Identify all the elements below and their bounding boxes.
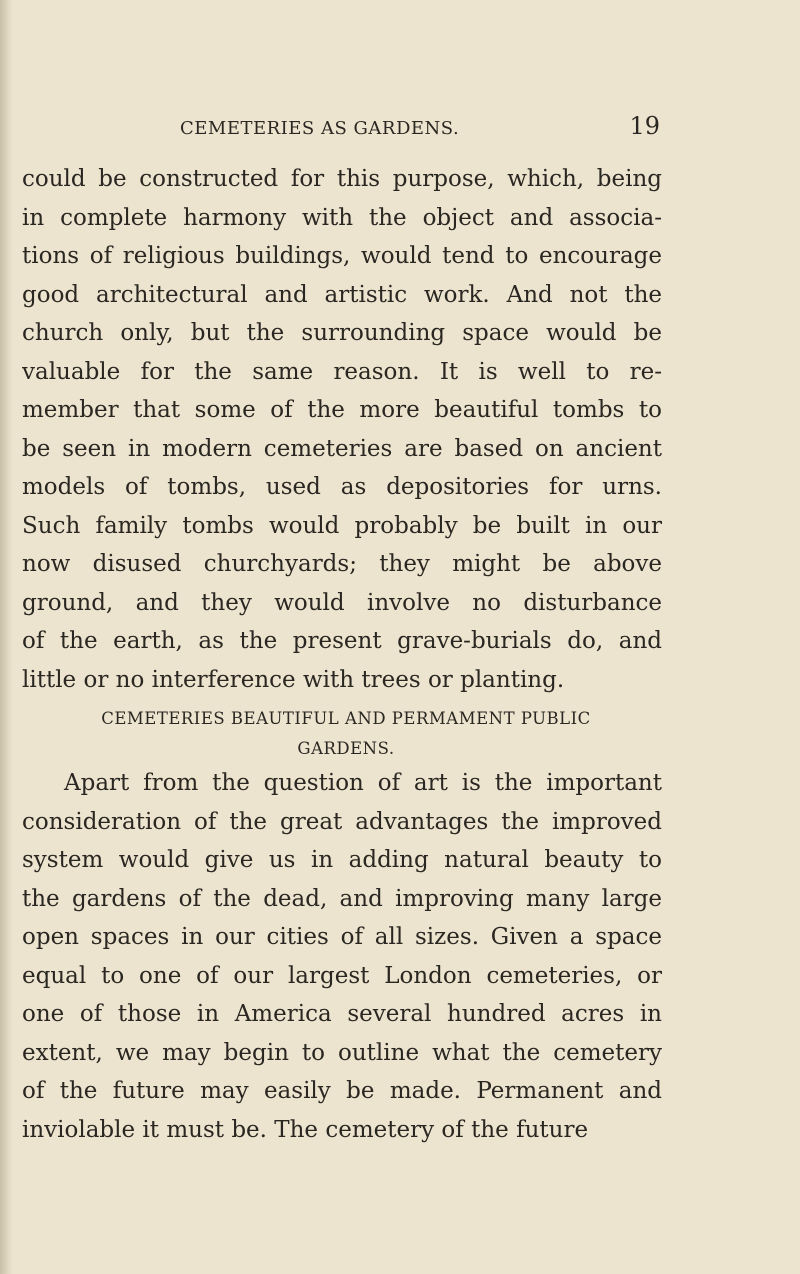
text-line: Apart from the question of art is the important bbox=[64, 770, 662, 796]
text-line: in complete harmony with the object and associa- bbox=[22, 204, 662, 231]
text-line: consideration of the great advantages the improved bbox=[22, 808, 662, 835]
text-line: ground, and they would involve no disturbance bbox=[22, 589, 662, 616]
text-line: open spaces in our cities of all sizes. Given a space bbox=[22, 924, 662, 950]
text-line: Such family tombs would probably be built in our bbox=[22, 512, 662, 539]
text-line: extent, we may begin to outline what the cemetery bbox=[22, 1039, 662, 1066]
text-line: the gardens of the dead, and improving many large bbox=[22, 885, 662, 912]
text-line: church only, but the surrounding space would be bbox=[22, 320, 662, 346]
page-number: 19 bbox=[629, 112, 660, 140]
paragraph-1 bbox=[22, 160, 662, 699]
page-gutter-shadow bbox=[0, 0, 14, 1274]
running-head: CEMETERIES AS GARDENS. bbox=[180, 118, 460, 139]
section-heading-line-2: GARDENS. bbox=[297, 739, 395, 758]
text-line: models of tombs, used as depositories for urns. bbox=[22, 474, 662, 500]
text-line: valuable for the same reason. It is well to re- bbox=[22, 358, 662, 385]
text-line: could be constructed for this purpose, which, being bbox=[22, 166, 662, 192]
text-line: of the earth, as the present grave-burials do, and bbox=[22, 628, 662, 654]
text-line: of the future may easily be made. Permanent and bbox=[22, 1078, 662, 1104]
text-line: be seen in modern cemeteries are based on ancient bbox=[22, 435, 662, 462]
page-header bbox=[180, 112, 660, 142]
text-line: equal to one of our largest London cemeteries, or bbox=[22, 962, 662, 989]
section-heading bbox=[28, 704, 664, 764]
text-line: tions of religious buildings, would tend to encourage bbox=[22, 243, 662, 269]
text-line: good architectural and artistic work. And not the bbox=[22, 281, 662, 308]
text-line: one of those in America several hundred acres in bbox=[22, 1001, 662, 1027]
text-line: now disused churchyards; they might be above bbox=[22, 551, 662, 577]
text-line: system would give us in adding natural beauty to bbox=[22, 847, 662, 873]
text-line: member that some of the more beautiful tombs to bbox=[22, 397, 662, 423]
paragraph-2 bbox=[22, 764, 662, 1149]
text-line: little or no interference with trees or planting. bbox=[22, 666, 565, 693]
section-heading-line-1: CEMETERIES BEAUTIFUL AND PERMAMENT PUBLIC bbox=[101, 709, 591, 728]
text-line: inviolable it must be. The cemetery of the future bbox=[22, 1116, 589, 1143]
